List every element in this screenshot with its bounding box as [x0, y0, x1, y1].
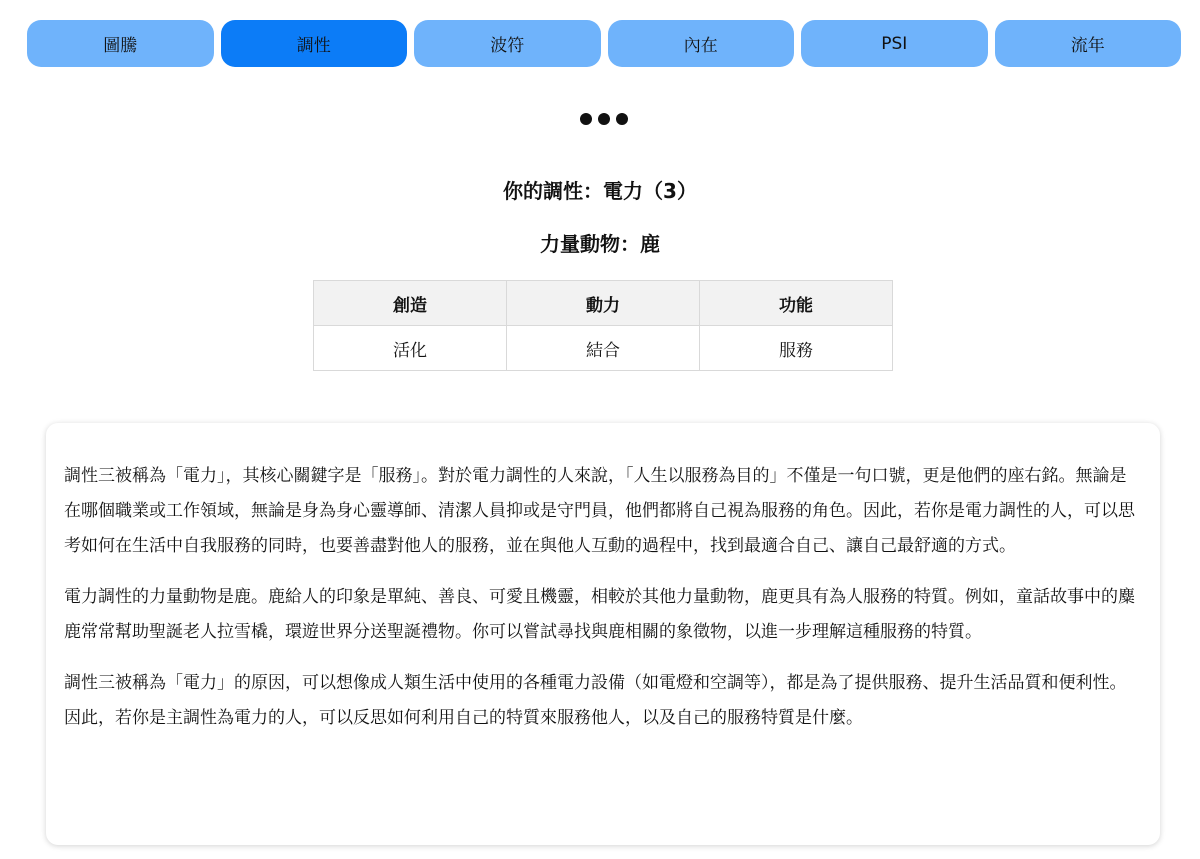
- tab-inner[interactable]: 內在: [608, 20, 795, 67]
- description-paragraph: 調性三被稱為「電力」，其核心關鍵字是「服務」。對於電力調性的人來說，「人生以服務為目的」不僅是一句口號，更是他們的座右銘。無論是在哪個職業或工作領域，無論是身為身心靈導師、清潔人員抑或是守門員，他們都將自己視為服務的角色。因此，若你是電力調性的人，可以思考如何在生活中自我服務的同時，也要善盡對他人的服務，並在與他人互動的過程中，找到最適合自己、讓自己最舒適的方式。: [64, 466, 1135, 556]
- description-card: [46, 423, 1160, 845]
- table-header-row: [314, 281, 893, 326]
- cell-create: 活化: [314, 326, 507, 371]
- header-drive: 動力: [507, 281, 700, 326]
- tone-attributes-table: [313, 280, 893, 371]
- table-row: [314, 326, 893, 371]
- cell-drive: 結合: [507, 326, 700, 371]
- power-animal-heading: 力量動物：鹿: [540, 232, 660, 256]
- description-paragraph: 調性三被稱為「電力」的原因，可以想像成人類生活中使用的各種電力設備（如電燈和空調等），都是為了提供服務、提升生活品質和便利性。因此，若你是主調性為電力的人，可以反思如何利用自己的特質來服務他人，以及自己的服務特質是什麼。: [64, 673, 1127, 728]
- dot: [598, 113, 610, 125]
- tab-psi[interactable]: PSI: [801, 20, 988, 67]
- cell-function: 服務: [700, 326, 893, 371]
- description-paragraph: 電力調性的力量動物是鹿。鹿給人的印象是單純、善良、可愛且機靈，相較於其他力量動物，鹿更具有為人服務的特質。例如，童話故事中的麋鹿常常幫助聖誕老人拉雪橇，環遊世界分送聖誕禮物。你可以嘗試尋找與鹿相關的象徵物，以進一步理解這種服務的特質。: [64, 587, 1135, 642]
- header-function: 功能: [700, 281, 893, 326]
- tone-heading: 你的調性：電力（3）: [503, 179, 697, 203]
- tab-bar: [27, 20, 1181, 67]
- header-create: 創造: [314, 281, 507, 326]
- tab-wavespell[interactable]: 波符: [414, 20, 601, 67]
- dot: [616, 113, 628, 125]
- tab-annual[interactable]: 流年: [995, 20, 1182, 67]
- dot: [580, 113, 592, 125]
- tab-totem[interactable]: 圖騰: [27, 20, 214, 67]
- tab-tone[interactable]: 調性: [221, 20, 408, 67]
- ellipsis-icon[interactable]: [580, 111, 628, 127]
